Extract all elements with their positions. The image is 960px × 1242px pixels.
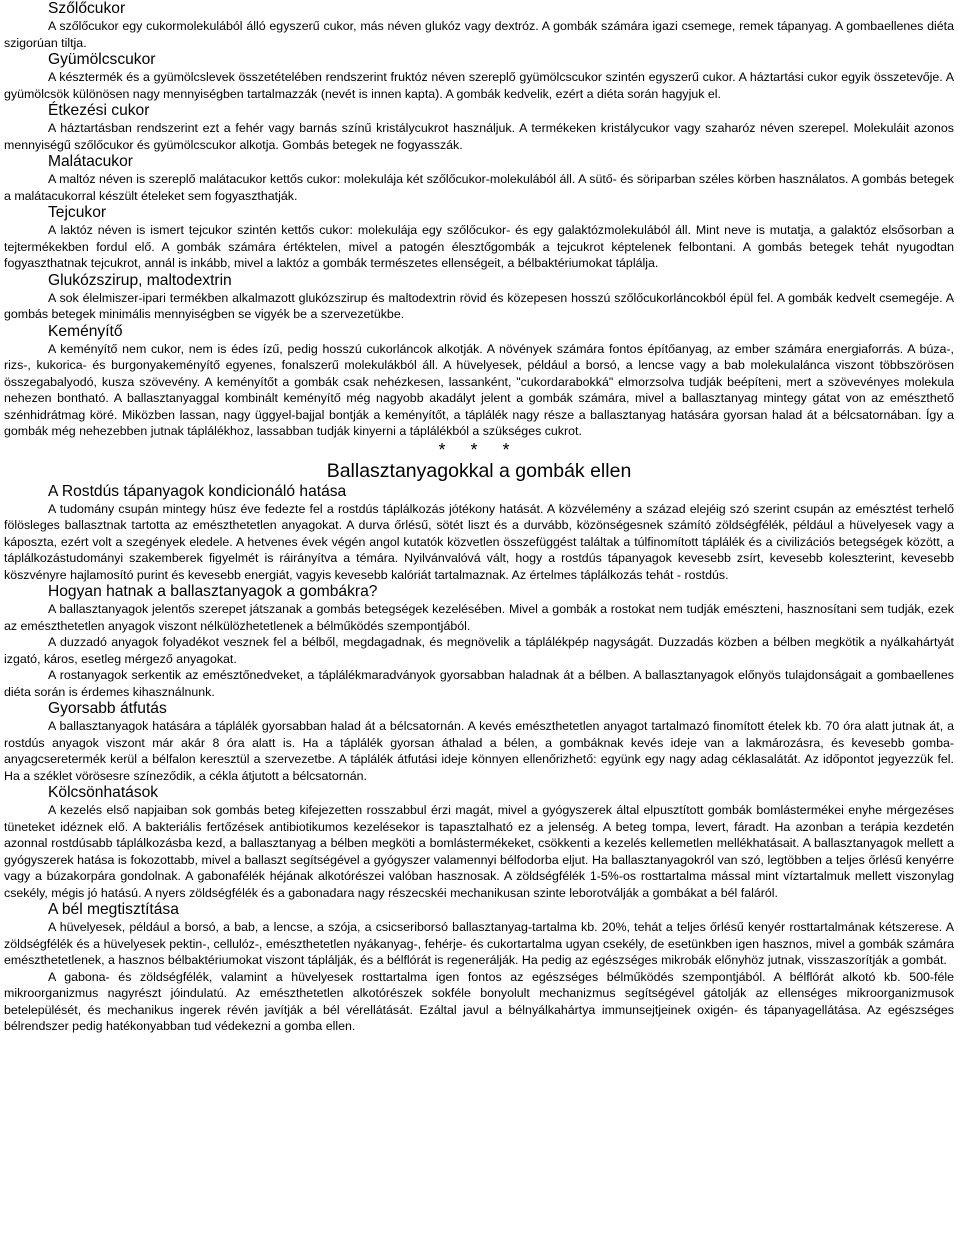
section-malatacukor: [4, 153, 954, 204]
paragraph: A gabona- és zöldségfélék, valamint a hüvelyesek rosttartalma igen fontos az egészséges bélműködés szempontjából. A bélflórát alkotó kb. 500-féle mikroorganizmus nagyrészt jóindulatú. Az emészthetetlen alkotórészek sokféle bonyolult mechanizmus segítségével gátolják az ellenséges mikroorganizmusok betelepülését, és mechanikus ingerek révén javítják a bél vérellátását. Ezáltal javul a bélnyálkahártya immunsejtjeinek oxigén- és tápanyagellátása. Az egészséges bélrendszer pedig hatékonyabban tud védekezni a gomba ellen.: [4, 969, 954, 1033]
section-hogyan-hatnak: [4, 583, 954, 700]
section-heading: Hogyan hatnak a ballasztanyagok a gombákra?: [48, 583, 378, 600]
paragraph: A kezelés első napjaiban sok gombás beteg kifejezetten rosszabbul érzi magát, mivel a gyógyszerek által elpusztított gombák bomlástermékei enyhe mérgezéses tüneteket idéznek elő. A bakteriális fertőzések antibiotikumos kezelésekor is tapasztalható ez a jelenség. A beteg tompa, levert, fáradt. Ha azonban a terápia kezdetén azonnal rostdúsabb táplálkozásba kezd, a ballasztanyag a bélben megköti a bomlástermékeket, csökkenti a kezelés kellemetlen mellékhatásait. A ballasztanyagok mellett a gyógyszerek hatása is fokozottabb, mivel a ballaszt segítségével a gyógyszer valamennyi bélfodorba eljut. Ha ballasztanyagokról van szó, legtöbben a teljes őrlésű kenyérre vagy a búzakorpára gondolnak. A gabonafélék héjának alkotórészei valóban hasznosak. A zöldségfélék 1-5%-os rosttartalma mással mint víztartalmuk mellett viszonylag csekély, mégis jó hatású. A nyers zöldségfélék és a gabonadara nagy részecskéi mechanikusan szinte leborotválják a gombákat a bél faláról.: [4, 803, 954, 900]
paragraph: A háztartásban rendszerint ezt a fehér vagy barnás színű kristálycukrot használjuk. A termékeken kristálycukor vagy szaharóz néven szerepel. Molekuláit azonos mennyiségű szőlőcukor és gyümölcscukor alkotja. Gombás betegek ne fogyasszák.: [4, 121, 954, 152]
paragraph: A duzzadó anyagok folyadékot vesznek fel a bélből, megdagadnak, és megnövelik a táplálékpép nagyságát. Duzzadás közben a bélben megkötik a nyálkahártyát izgató, káros, esetleg mérgező anyagokat.: [4, 635, 954, 666]
section-tejcukor: [4, 204, 954, 272]
section-separator: * * *: [438, 439, 520, 460]
section-gyumolcscukor: [4, 51, 954, 102]
paragraph: A sok élelmiszer-ipari termékben alkalmazott glukózszirup és maltodextrin rövid és közepesen hosszú szőlőcukorláncokból épül fel. A gombák kedvelt csemegéje. A gombás betegek minimális mennyiségben se vigyék be a szervezetükbe.: [4, 290, 954, 321]
paragraph: A tudomány csupán mintegy húsz éve fedezte fel a rostdús táplálkozás jótékony hatását. A közvélemény a század elejéig szó szerint csupán az emésztést terhelő fölösleges ballasztnak tartotta az emészthetetlen anyagokat. A durva őrlésű, sötét liszt és a durvább, közönségesnek számító zöldségfélék, például a hüvelyesek vagy a káposzta, ezért volt a szegények eledele. A hetvenes évek végén angol kutatók közvetlen összefüggést találtak a túlfinomított táplálék és a civilizációs betegségek között, a táplálkozástudományi szakemberek figyelmét is ráirányítva a témára. Nyilvánvalóvá vált, hogy a rostdús tápanyagok kevesebb zsírt, kevesebb koleszterint, kevesebb köszvényre hajlamosító purint és kevesebb energiát, vagyis kevesebb kalóriát tartalmaznak. Az értelmes táplálkozás tehát - rostdús.: [4, 501, 954, 582]
section-kolcsonhatasok: [4, 784, 954, 901]
section-etkezesi-cukor: [4, 102, 954, 153]
section-heading: A Rostdús tápanyagok kondicionáló hatása: [48, 482, 347, 500]
paragraph: A maltóz néven is szereplő malátacukor kettős cukor: molekulája két szőlőcukor-molekulából áll. A sütő- és söriparban széles körben használatos. A gombás betegek a malátacukorral készült ételeket sem fogyaszthatják.: [4, 172, 954, 203]
section-heading: Glukózszirup, maltodextrin: [48, 271, 232, 289]
section-heading: Szőlőcukor: [48, 0, 126, 17]
section-gyorsabb-atfutas: [4, 700, 954, 784]
paragraph: A szőlőcukor egy cukormolekulából álló egyszerű cukor, más néven glukóz vagy dextróz. A gombák számára igazi csemege, remek tápanyag. A gombaellenes diéta szigorúan tiltja.: [4, 19, 954, 50]
section-kemenyito: [4, 323, 954, 440]
main-heading: Ballasztanyagokkal a gombák ellen: [326, 459, 632, 482]
paragraph: A laktóz néven is ismert tejcukor szintén kettős cukor: molekulája egy szőlőcukor- és egy galaktózmolekulából áll. Mint neve is mutatja, a galaktóz elsősorban a tejtermékekben fordul elő. A gombák számára értéktelen, mivel a patogén élesztőgombák a tejcukrot képtelenek felbontani. A gombás betegek tehát nyugodtan fogyaszthatnak tejcukrot, annál is inkább, mivel a laktóz a gombák természetes ellenségeit, a bélbaktériumokat táplálja.: [4, 223, 954, 270]
section-heading: Kölcsönhatások: [48, 784, 159, 801]
section-heading: Gyümölcscukor: [48, 51, 156, 68]
paragraph: A ballasztanyagok jelentős szerepet játszanak a gombás betegségek kezelésében. Mivel a gombák a rostokat nem tudják emészteni, hasznosítani sem tudják, ezek az emészthetetlen anyagok viszont nélkülözhetetlenek a bélműködés szempontjából.: [4, 602, 954, 633]
section-bel-megtisztitasa: [4, 901, 954, 1035]
section-glukozszirup: [4, 272, 954, 323]
section-heading: A bél megtisztítása: [48, 901, 179, 918]
paragraph: A keményítő nem cukor, nem is édes ízű, pedig hosszú cukorláncok alkotják. A növények számára fontos építőanyag, az ember számára energiaforrás. A búza-, rizs-, kukorica- és burgonyakeményítő egyenes, fonalszerű molekulákból áll. A hüvelyesek, például a borsó, a lencse vagy a bab molekulalánca viszont többszörösen összegabalyodó, kusza szövevény. A keményítőt a gombák csak nehézkesen, lassanként, "cukordarabokká" elmorzsolva tudják beépíteni, mert a szövevényes molekula nehezen bontható. A ballasztanyaggal kombinált keményítő még nagyobb akadályt jelent a gombák számára, mivel a ballasztanyag mintegy gátat von az emészthető szénhidrátmag köré. Miközben lassan, nagy üggyel-bajjal bontják a keményítőt, a táplálék nagy része a ballasztanyag hatására gyorsan halad át a bélcsatornában. Így a gombák még nehezebben jutnak táplálékhoz, lassabban tudják kinyerni a táplálékból a szükséges cukrot.: [4, 341, 954, 438]
paragraph: A rostanyagok serkentik az emésztőnedveket, a táplálékmaradványok gyorsabban haladnak át a bélben. A ballasztanyagok előnyös tulajdonságait a gombaellenes diéta során is érdemes kihasználnunk.: [4, 668, 954, 699]
section-heading: Malátacukor: [48, 153, 133, 170]
section-heading: Gyorsabb átfutás: [48, 700, 167, 717]
section-rostdus: [4, 483, 954, 584]
paragraph: A hüvelyesek, például a borsó, a bab, a lencse, a szója, a csicseriborsó ballasztanyag-tartalma kb. 20%, tehát a teljes őrlésű kenyér rosttartalmának kétszerese. A zöldségfélék és a hüvelyesek pektin-, cellulóz-, emészthetetlen nyákanyag-, fehérje- és cukortartalma ugyan csekély, de esetünkben igen hasznos, mivel a gombák számára emészthetetlenek, a hasznos bélbaktériumokat viszont táplálják, és a bélflórát is regenerálják. Ha pedig az egészséges mikrobák előnyhöz jutnak, visszaszorítják a gombát.: [4, 920, 954, 967]
section-heading: Étkezési cukor: [48, 102, 150, 119]
paragraph: A ballasztanyagok hatására a táplálék gyorsabban halad át a bélcsatornán. A kevés emészthetetlen anyagot tartalmazó finomított ételek kb. 70 óra alatt jutnak át, a rostdús anyagok viszont már akár 8 óra alatt is. Ha a táplálék gyorsan áthalad a bélen, a gombáknak kevés ideje van a lakmározásra, és kevesebb gomba-anyagcseretermék kerül a bélfalon keresztül a szervezetbe. A táplálék átfutási ideje könnyen ellenőrizhető: együnk egy nagy adag céklasalátát. Az időpontot jegyezzük fel. Ha a széklet vörösesre színeződik, a cékla átjutott a bélcsatornán.: [4, 719, 954, 783]
section-heading: Keményítő: [48, 322, 123, 340]
paragraph: A késztermék és a gyümölcslevek összetételében rendszerint fruktóz néven szereplő gyümölcscukor szintén egyszerű cukor. A háztartási cukor egyik összetevője. A gyümölcsök különösen nagy mennyiségben tartalmazzák (nevét is innen kapta). A gombák kedvelik, ezért a diéta során hagyjuk el.: [4, 70, 954, 101]
section-szolocukor: [4, 0, 954, 51]
section-heading: Tejcukor: [48, 204, 107, 221]
